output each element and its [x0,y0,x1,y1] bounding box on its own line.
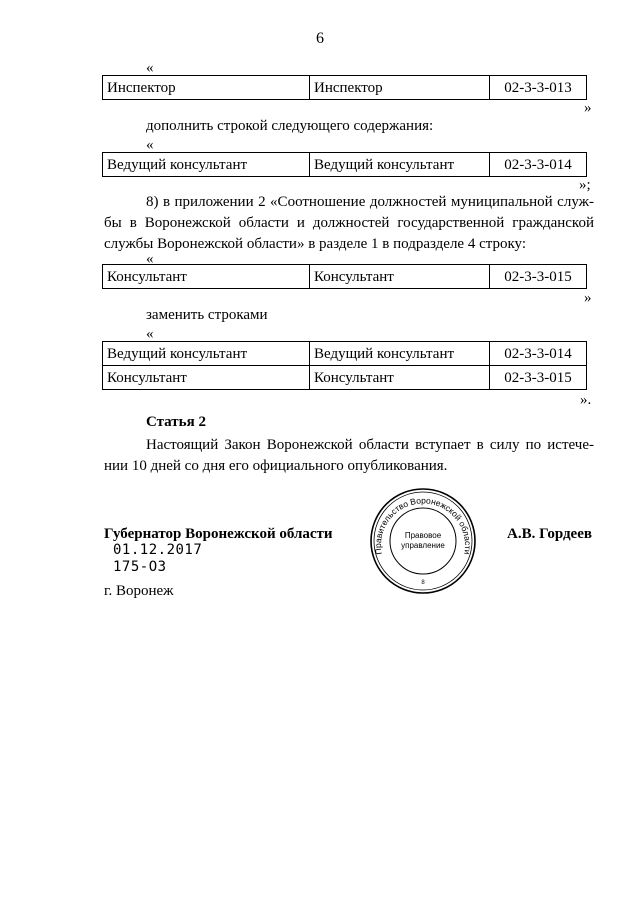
paragraph-line: 8) в приложении 2 «Соотношение должностей муниципальной служ- [146,194,594,210]
position-table [102,75,587,100]
city: г. Воронеж [104,583,174,599]
item-8-paragraph [104,192,594,255]
close-quote: ». [580,392,592,408]
table-cell-code: 02-3-3-014 [490,153,587,177]
stamp-ring-text: Правительство Воронежской области [372,495,474,556]
table-cell: Ведущий консультант [310,342,490,366]
stamp-center-line: Правовое [404,531,442,540]
close-quote: »; [579,177,591,193]
amend-text: дополнить строкой следующего содержания: [146,118,434,134]
open-quote: « [146,60,154,76]
open-quote: « [146,251,154,267]
table-cell: Консультант [103,366,310,390]
article-2-paragraph [104,435,594,477]
table-cell-code: 02-3-3-014 [490,342,587,366]
position-table [102,341,587,390]
table-cell-code: 02-3-3-015 [490,366,587,390]
table-cell: Ведущий консультант [310,153,490,177]
table-row [103,76,587,100]
close-quote: » [584,100,592,116]
stamp-center-line: управление [401,541,445,550]
law-date: 01.12.2017 [113,542,203,558]
paragraph-line: бы в Воронежской области и должностей государственной гражданской [104,215,594,231]
table-cell: Консультант [310,366,490,390]
table-row [103,265,587,289]
table-cell: Ведущий консультант [103,342,310,366]
table-cell: Ведущий консультант [103,153,310,177]
official-stamp [368,486,478,596]
position-table [102,152,587,177]
table-cell-code: 02-3-3-013 [490,76,587,100]
table-row [103,366,587,390]
law-number: 175-ОЗ [113,559,167,575]
paragraph-line: службы Воронежской области» в разделе 1 в подразделе 4 строку: [104,236,527,252]
table-row [103,153,587,177]
open-quote: « [146,137,154,153]
page-number: 6 [316,30,324,47]
table-cell: Инспектор [103,76,310,100]
signatory-name: А.В. Гордеев [507,526,592,542]
amend-text: заменить строками [146,307,268,323]
paragraph-line: Настоящий Закон Воронежской области вступает в силу по истече- [146,437,594,453]
position-table [102,264,587,289]
table-cell: Консультант [103,265,310,289]
stamp-bottom-mark: 8 [421,580,425,586]
open-quote: « [146,326,154,342]
paragraph-line: нии 10 дней со дня его официального опубликования. [104,458,448,474]
table-cell-code: 02-3-3-015 [490,265,587,289]
close-quote: » [584,290,592,306]
signatory-title: Губернатор Воронежской области [104,526,333,542]
article-heading: Статья 2 [146,414,206,430]
table-cell: Инспектор [310,76,490,100]
table-cell: Консультант [310,265,490,289]
table-row [103,342,587,366]
